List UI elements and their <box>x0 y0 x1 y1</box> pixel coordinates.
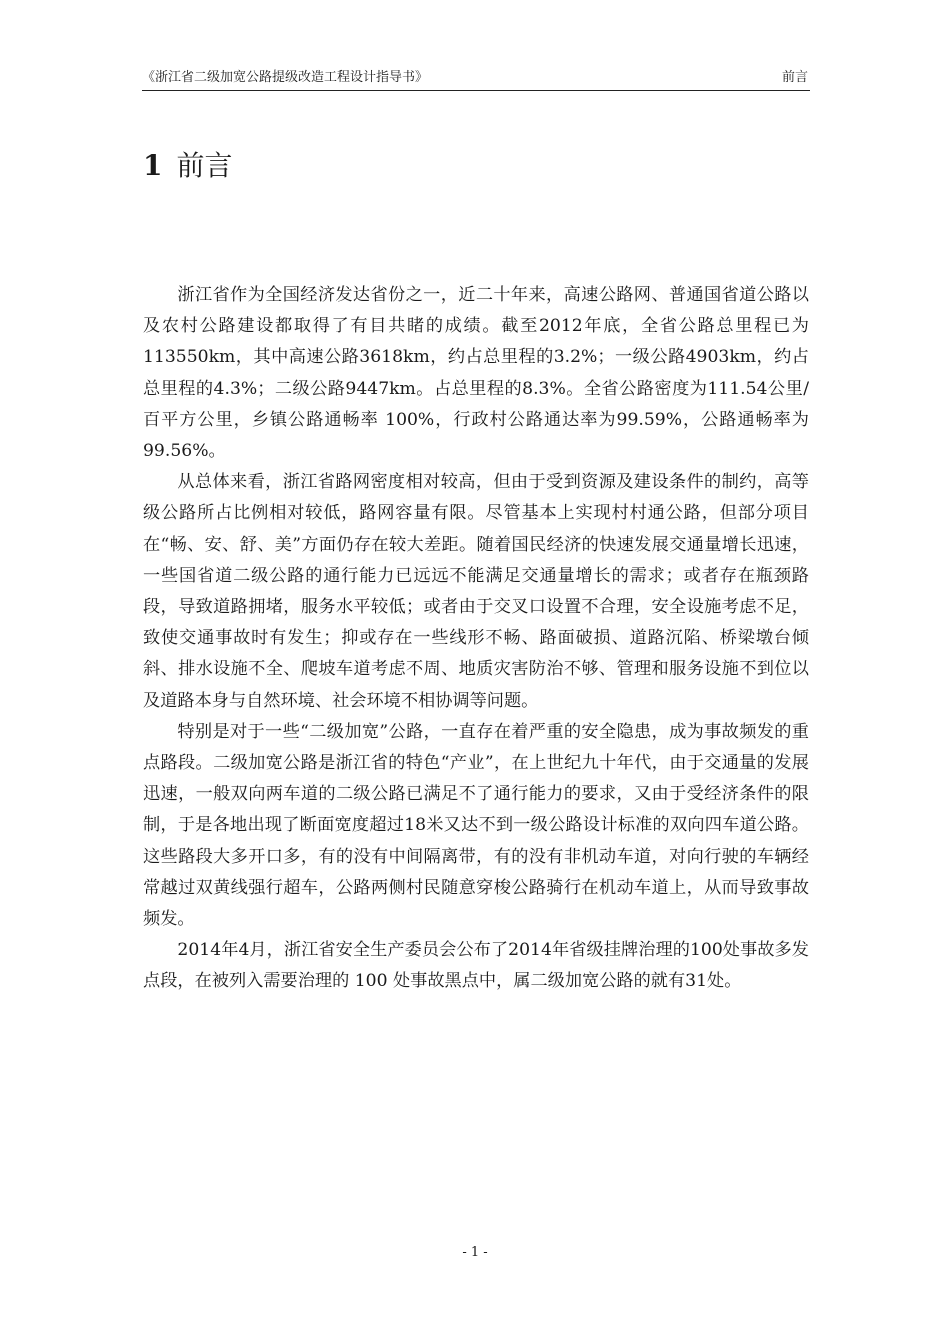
header-book-title: 《浙江省二级加宽公路提级改造工程设计指导书》 <box>142 70 429 85</box>
paragraph: 2014年4月，浙江省安全生产委员会公布了2014年省级挂牌治理的100处事故多发点段，在被列入需要治理的 100 处事故黑点中，属二级加宽公路的就有31处。 <box>143 940 809 992</box>
paragraph: 特别是对于一些“二级加宽”公路，一直存在着严重的安全隐患，成为事故频发的重点路段。二级加宽公路是浙江省的特色“产业”，在上世纪九十年代，由于交通量的发展迅速，一般双向两车道的二级公路已满足不了通行能力的要求，又由于受经济条件的限制，于是各地出现了断面宽度超过18米又达不到一级公路设计标准的双向四车道公路。这些路段大多开口多，有的没有中间隔离带，有的没有非机动车道，对向行驶的车辆经常越过双黄线强行超车，公路两侧村民随意穿梭公路骑行在机动车道上，从而导致事故频发。 <box>143 721 809 930</box>
paragraph: 浙江省作为全国经济发达省份之一，近二十年来，高速公路网、普通国省道公路以及农村公路建设都取得了有目共睹的成绩。截至2012年底，全省公路总里程已为113550km，其中高速公路3618km，约占总里程的3.2%；一级公路4903km，约占总里程的4.3%；二级公路9447km。占总里程的8.3%。全省公路密度为111.54公里/百平方公里，乡镇公路通畅率 100%，行政村公路通达率为99.59%，公路通畅率为99.56%。 <box>143 285 809 462</box>
header-section-label: 前言 <box>781 70 808 85</box>
chapter-number: 1 <box>143 149 163 182</box>
paragraph: 从总体来看，浙江省路网密度相对较高，但由于受到资源及建设条件的制约，高等级公路所占比例相对较低，路网容量有限。尽管基本上实现村村通公路，但部分项目在“畅、安、舒、美”方面仍存在较大差距。随着国民经济的快速发展交通量增长迅速，一些国省道二级公路的通行能力已远远不能满足交通量增长的需求；或者存在瓶颈路段，导致道路拥堵，服务水平较低；或者由于交叉口设置不合理，安全设施考虑不足，致使交通事故时有发生；抑或存在一些线形不畅、路面破损、道路沉陷、桥梁墩台倾斜、排水设施不全、爬坡车道考虑不周、地质灾害防治不够、管理和服务设施不到位以及道路本身与自然环境、社会环境不相协调等问题。 <box>143 472 809 711</box>
body-text <box>143 280 809 998</box>
chapter-heading <box>143 146 233 186</box>
page-number: - 1 - <box>462 1245 488 1260</box>
chapter-title: 前言 <box>176 149 233 182</box>
running-header <box>142 68 810 91</box>
